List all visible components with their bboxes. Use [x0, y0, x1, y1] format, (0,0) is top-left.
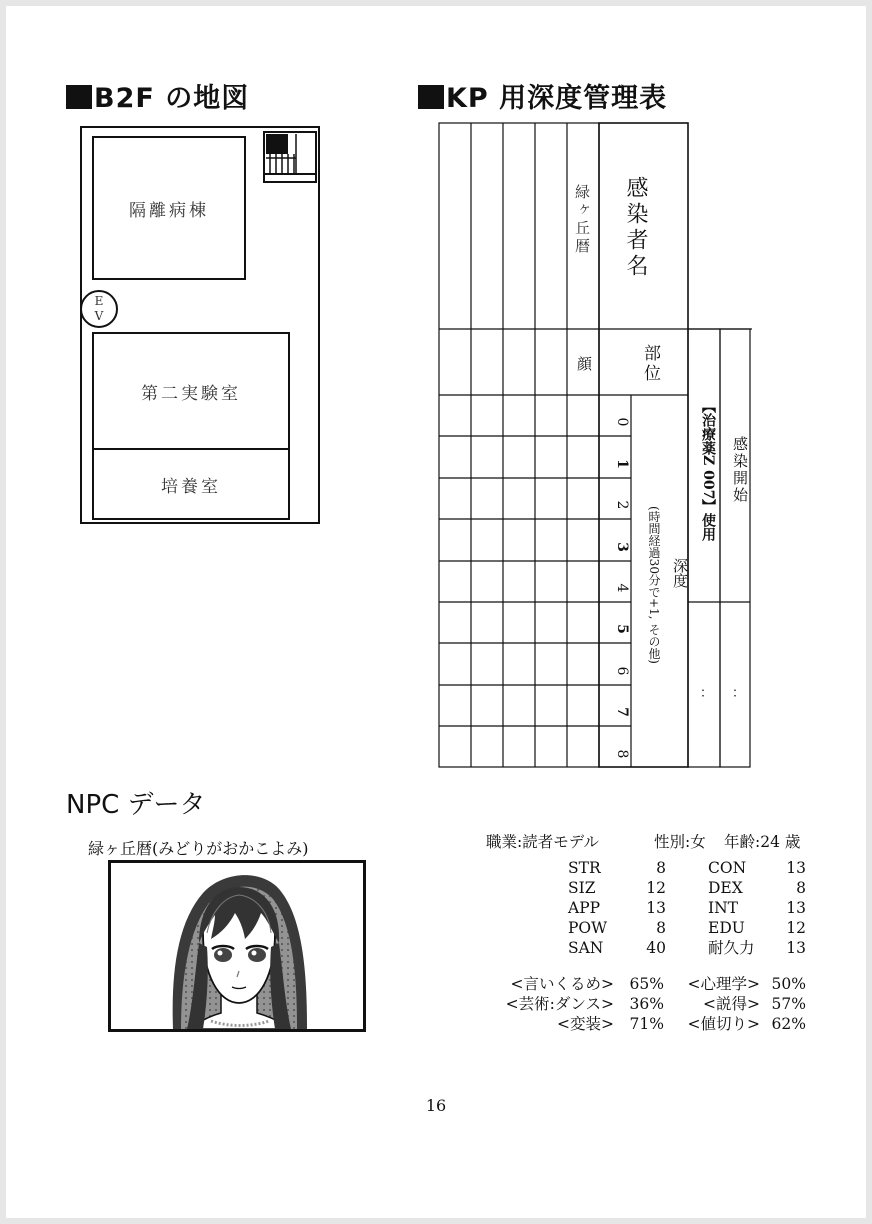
npc-stat-v1-3: 8 [656, 919, 666, 937]
infected-name-header: 感染者名 [623, 176, 648, 280]
npc-stat-v2-4: 13 [786, 939, 806, 957]
map-section-title [66, 84, 249, 114]
npc-stat-k1-3: POW [568, 919, 608, 937]
npc-skill-v1-2: 71% [629, 1015, 664, 1033]
drug-time-mark: ： [700, 686, 714, 701]
elevator-label-e: E [94, 294, 104, 308]
isolation-ward-label: 隔離病棟 [129, 200, 209, 221]
example-infected-name: 緑ヶ丘暦 [573, 184, 591, 256]
depth-level-8: 8 [614, 749, 630, 759]
npc-stat-v1-0: 8 [656, 859, 666, 877]
npc-skill-v1-0: 65% [629, 975, 664, 993]
infection-time-mark: ： [732, 686, 746, 701]
culture-room [92, 448, 290, 520]
npc-stat-v1-1: 12 [646, 879, 666, 897]
culture-room-label: 培養室 [161, 476, 221, 497]
npc-stat-k1-0: STR [568, 859, 601, 877]
drug-header: 【治療薬Z 007】使用 [700, 399, 716, 542]
elevator-marker [80, 290, 118, 328]
depth-table-title-text: KP 用深度管理表 [446, 83, 668, 114]
npc-skill-k2-0: <心理学> [687, 975, 760, 993]
npc-skill-k2-1: <説得> [703, 995, 760, 1013]
infection-start-header: 感染開始 [731, 436, 749, 504]
lab2-room [92, 332, 290, 450]
depth-table-section-title [418, 84, 667, 114]
npc-skill-k2-2: <値切り> [687, 1015, 760, 1033]
npc-skill-v2-0: 50% [771, 975, 806, 993]
map-title-text: B2F の地図 [94, 83, 250, 114]
part-header: 部位 [640, 344, 660, 384]
depth-level-6: 6 [614, 666, 630, 676]
depth-level-3: 3 [614, 542, 630, 552]
npc-skill-k1-1: <芸術:ダンス> [505, 995, 614, 1013]
example-part: 顔 [575, 356, 593, 371]
document-page [6, 6, 866, 1218]
npc-stat-v1-4: 40 [646, 939, 666, 957]
npc-portrait [108, 860, 366, 1032]
npc-stat-v2-0: 13 [786, 859, 806, 877]
npc-stat-v1-2: 13 [646, 899, 666, 917]
npc-stat-k2-3: EDU [708, 919, 745, 937]
npc-name: 緑ヶ丘暦(みどりがおかこよみ) [88, 839, 309, 858]
npc-skill-v2-1: 57% [771, 995, 806, 1013]
npc-skill-k1-0: <言いくるめ> [510, 975, 614, 993]
npc-stat-k2-2: INT [708, 899, 739, 917]
npc-stat-k1-2: APP [568, 899, 601, 917]
npc-job: 職業:読者モデル [486, 833, 599, 851]
depth-level-2: 2 [614, 500, 630, 510]
lab2-label: 第二実験室 [141, 383, 241, 404]
isolation-ward-room [92, 136, 246, 280]
depth-level-1: 1 [614, 459, 630, 469]
npc-stat-k2-0: CON [708, 859, 747, 877]
black-square-icon [418, 85, 444, 109]
stairs-icon [256, 130, 318, 188]
black-square-icon [66, 85, 92, 109]
depth-note: (時間経過30分で+1, その他) [647, 506, 661, 664]
npc-stat-k2-1: DEX [708, 879, 743, 897]
npc-stat-v2-2: 13 [786, 899, 806, 917]
npc-skill-v2-2: 62% [771, 1015, 806, 1033]
depth-level-4: 4 [614, 583, 630, 593]
npc-stat-v2-1: 8 [796, 879, 806, 897]
elevator-label-v: V [94, 309, 104, 323]
girl-portrait-icon [111, 863, 363, 1029]
b2f-map [80, 126, 320, 524]
depth-level-7: 7 [614, 707, 630, 717]
npc-stat-v2-3: 12 [786, 919, 806, 937]
depth-level-0: 0 [614, 417, 630, 427]
depth-header: 深度 [671, 558, 689, 588]
npc-stat-k1-1: SIZ [568, 879, 596, 897]
npc-skill-v1-1: 36% [629, 995, 664, 1013]
npc-sex: 性別:女 [654, 833, 706, 851]
npc-stat-k2-4: 耐久力 [708, 939, 755, 957]
npc-section-title: NPC データ [66, 790, 206, 820]
depth-level-5: 5 [614, 624, 630, 634]
npc-stat-k1-4: SAN [568, 939, 604, 957]
npc-age: 年齢:24 歳 [724, 833, 801, 851]
npc-skill-k1-2: <変装> [557, 1015, 614, 1033]
page-number: 16 [425, 1096, 447, 1115]
